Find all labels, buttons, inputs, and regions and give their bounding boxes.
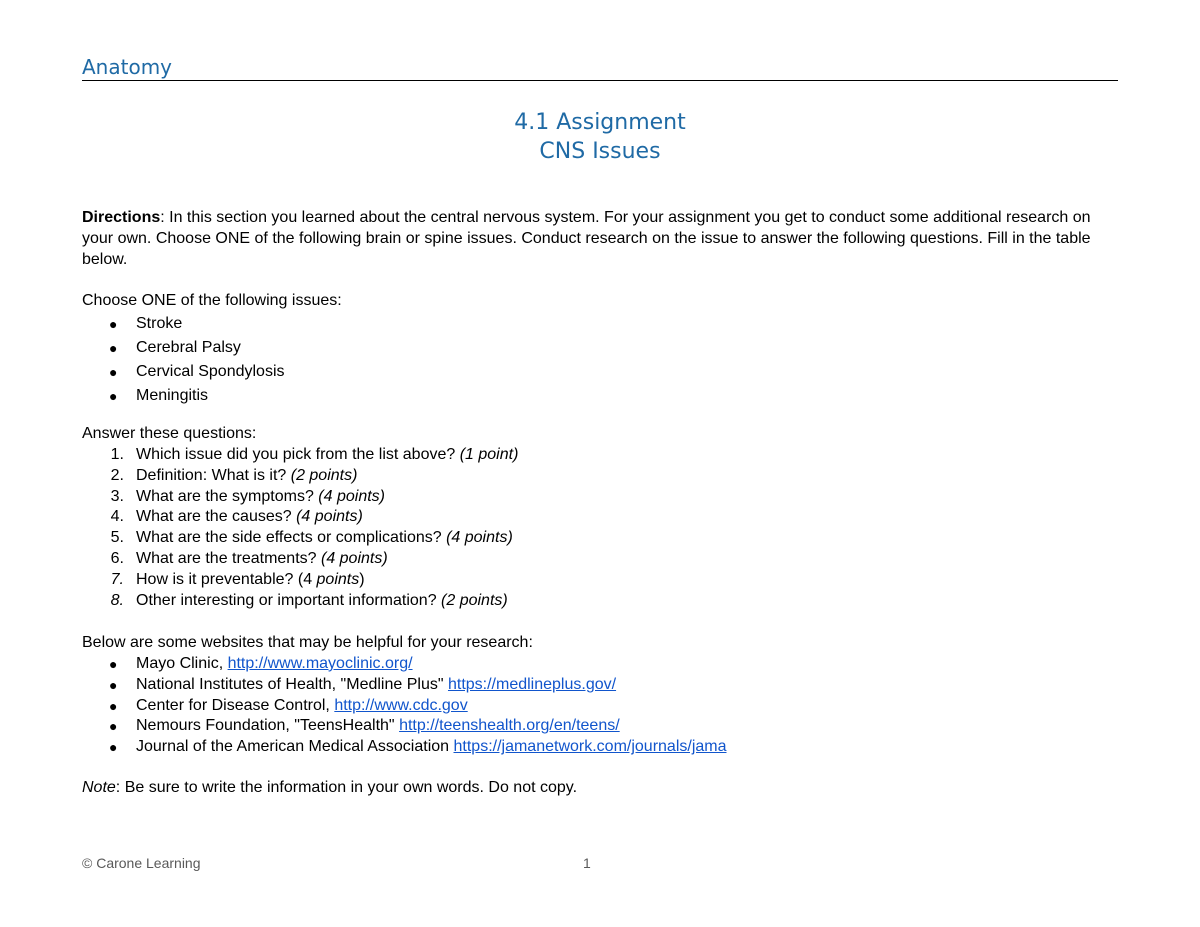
list-item: ● Stroke xyxy=(82,312,285,336)
websites-list xyxy=(82,654,727,758)
assignment-title-line1: 4.1 Assignment xyxy=(514,110,686,135)
bullet-icon: ● xyxy=(109,697,118,714)
list-item: ● Cervical Spondylosis xyxy=(82,360,285,384)
list-item: 8. Other interesting or important information? (2 points) xyxy=(110,591,508,609)
bullet-icon: ● xyxy=(109,316,118,332)
list-item: ● Cerebral Palsy xyxy=(82,336,285,360)
note-label: Note xyxy=(82,779,116,796)
questions-list xyxy=(82,445,518,611)
websites-intro: Below are some websites that may be helpful for your research: xyxy=(82,634,533,651)
bullet-icon: ● xyxy=(109,656,118,672)
bullet-icon: ● xyxy=(109,739,118,756)
link-teenshealth[interactable]: http://teenshealth.org/en/teens/ xyxy=(399,717,620,735)
list-item: 2. Definition: What is it? (2 points) xyxy=(110,466,358,484)
list-item: 5. What are the side effects or complications? (4 points) xyxy=(110,529,513,547)
page-number: 1 xyxy=(583,855,591,871)
link-medline-plus[interactable]: https://medlineplus.gov/ xyxy=(447,675,617,693)
list-item: ● Center for Disease Control, http://www.cdc.gov xyxy=(82,696,727,717)
header-title: Anatomy xyxy=(82,55,173,79)
link-mayo-clinic[interactable]: http://www.mayoclinic.org/ xyxy=(227,655,413,672)
link-jama[interactable]: https://jamanetwork.com/journals/jama xyxy=(453,738,727,756)
bullet-icon: ● xyxy=(109,676,118,693)
bullet-icon: ● xyxy=(109,388,118,404)
note-text: : Be sure to write the information in your own words. Do not copy. xyxy=(115,779,578,796)
assignment-title xyxy=(0,108,1200,166)
bullet-icon: ● xyxy=(109,340,118,356)
directions-label: Directions xyxy=(82,209,161,226)
assignment-title-line2: CNS Issues xyxy=(539,139,661,164)
issues-intro: Choose ONE of the following issues: xyxy=(82,292,342,309)
list-item: ● Journal of the American Medical Association https://jamanetwork.com/journals/jama xyxy=(82,737,727,758)
bullet-icon: ● xyxy=(109,718,118,735)
list-item: 7. How is it preventable? (4 points) xyxy=(110,570,365,588)
link-cdc[interactable]: http://www.cdc.gov xyxy=(334,696,468,714)
issues-list xyxy=(82,312,285,408)
note-paragraph xyxy=(82,778,1118,799)
questions-intro: Answer these questions: xyxy=(82,425,257,442)
list-item: 4. What are the causes? (4 points) xyxy=(110,508,363,526)
list-item: ● Meningitis xyxy=(82,384,285,408)
header-divider xyxy=(82,80,1118,81)
list-item: ● Mayo Clinic, http://www.mayoclinic.org/ xyxy=(82,654,727,675)
footer-copyright: © Carone Learning xyxy=(82,855,201,871)
directions-text: : In this section you learned about the central nervous system. For your assignment you get to conduct some additional research on your own. Choose ONE of the following brain or spine issues. Conduct research on the issue to answer the following questions. Fill in the table below. xyxy=(82,209,1091,268)
list-item: 1. Which issue did you pick from the list above? (1 point) xyxy=(110,446,519,463)
list-item: 6. What are the treatments? (4 points) xyxy=(110,549,388,567)
directions-paragraph xyxy=(82,208,1118,270)
list-item: ● National Institutes of Health, "Medline Plus" https://medlineplus.gov/ xyxy=(82,675,727,696)
list-item: ● Nemours Foundation, "TeensHealth" http://teenshealth.org/en/teens/ xyxy=(82,716,727,737)
list-item: 3. What are the symptoms? (4 points) xyxy=(110,487,385,505)
bullet-icon: ● xyxy=(109,364,118,380)
